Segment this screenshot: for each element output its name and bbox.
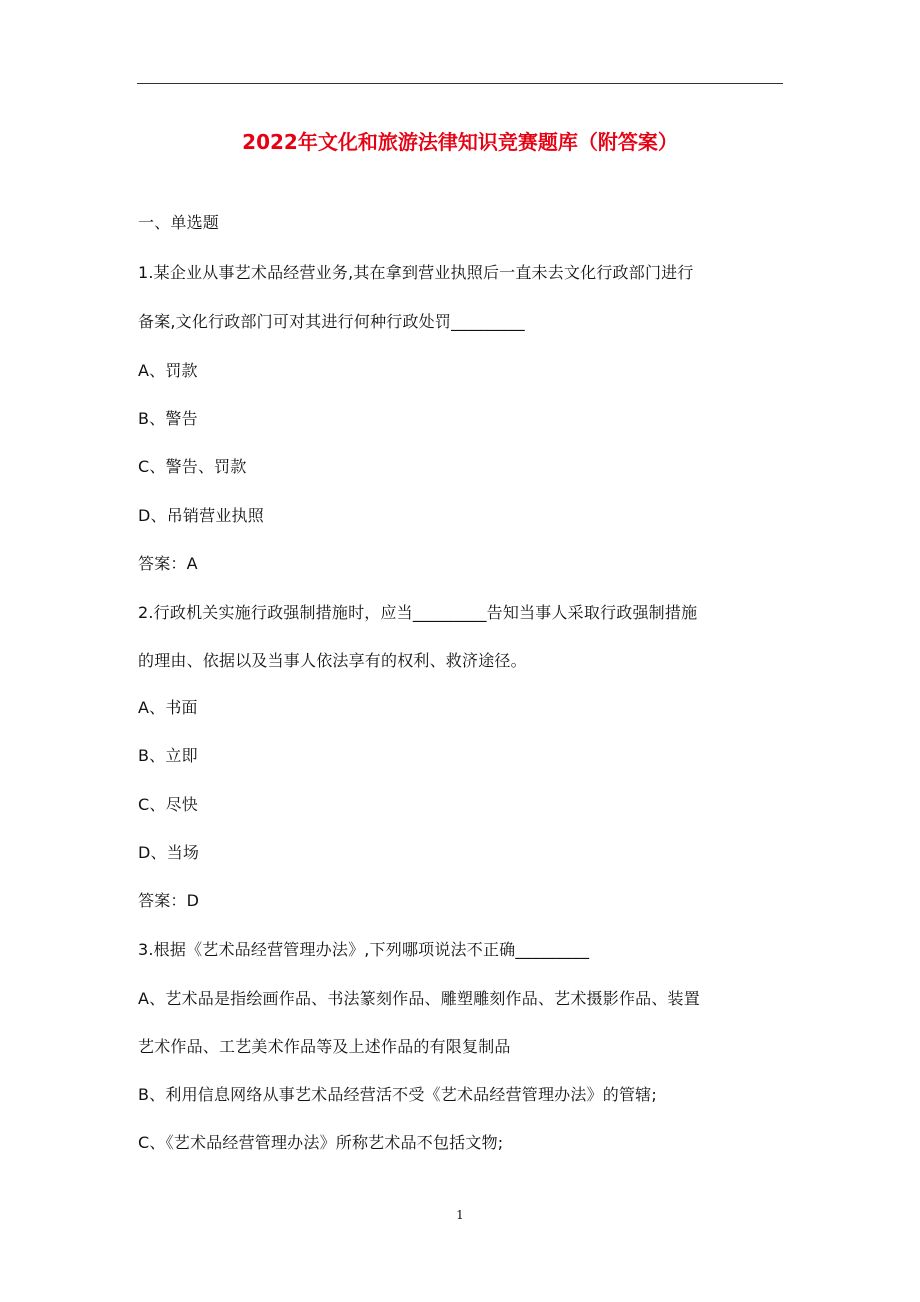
question-3-option-a-line-1: A、艺术品是指绘画作品、书法篆刻作品、雕塑雕刻作品、艺术摄影作品、装置 — [138, 989, 700, 1008]
question-2-option-b: B、立即 — [138, 746, 198, 765]
question-1-option-c: C、警告、罚款 — [138, 457, 247, 476]
question-2-line-2: 的理由、依据以及当事人依法享有的权利、救济途径。 — [138, 651, 527, 670]
question-1-option-b: B、警告 — [138, 409, 198, 428]
question-3-option-c: C、《艺术品经营管理办法》所称艺术品不包括文物; — [138, 1133, 504, 1152]
question-1-option-d: D、吊销营业执照 — [138, 506, 264, 525]
question-2-line-1: 2.行政机关实施行政强制措施时，应当_________告知当事人采取行政强制措施 — [138, 603, 698, 622]
question-2-option-c: C、尽快 — [138, 795, 198, 814]
question-2-option-a: A、书面 — [138, 698, 198, 717]
question-1-line-2: 备案,文化行政部门可对其进行何种行政处罚_________ — [138, 312, 525, 331]
question-2-answer: 答案：D — [138, 891, 200, 910]
section-heading: 一、单选题 — [138, 213, 220, 232]
question-3-line-1: 3.根据《艺术品经营管理办法》,下列哪项说法不正确_________ — [138, 940, 590, 959]
document-title: 2022年文化和旅游法律知识竞赛题库（附答案） — [242, 130, 678, 154]
question-1-option-a: A、罚款 — [138, 361, 198, 380]
question-2-option-d: D、当场 — [138, 843, 200, 862]
question-3-option-b: B、利用信息网络从事艺术品经营活不受《艺术品经营管理办法》的管辖; — [138, 1085, 657, 1104]
question-1-answer: 答案：A — [138, 554, 198, 573]
page-number: 1 — [456, 1208, 464, 1222]
question-1-line-1: 1.某企业从事艺术品经营业务,其在拿到营业执照后一直未去文化行政部门进行 — [138, 263, 694, 282]
header-rule — [137, 83, 783, 84]
question-3-option-a-line-2: 艺术作品、工艺美术作品等及上述作品的有限复制品 — [138, 1037, 511, 1056]
